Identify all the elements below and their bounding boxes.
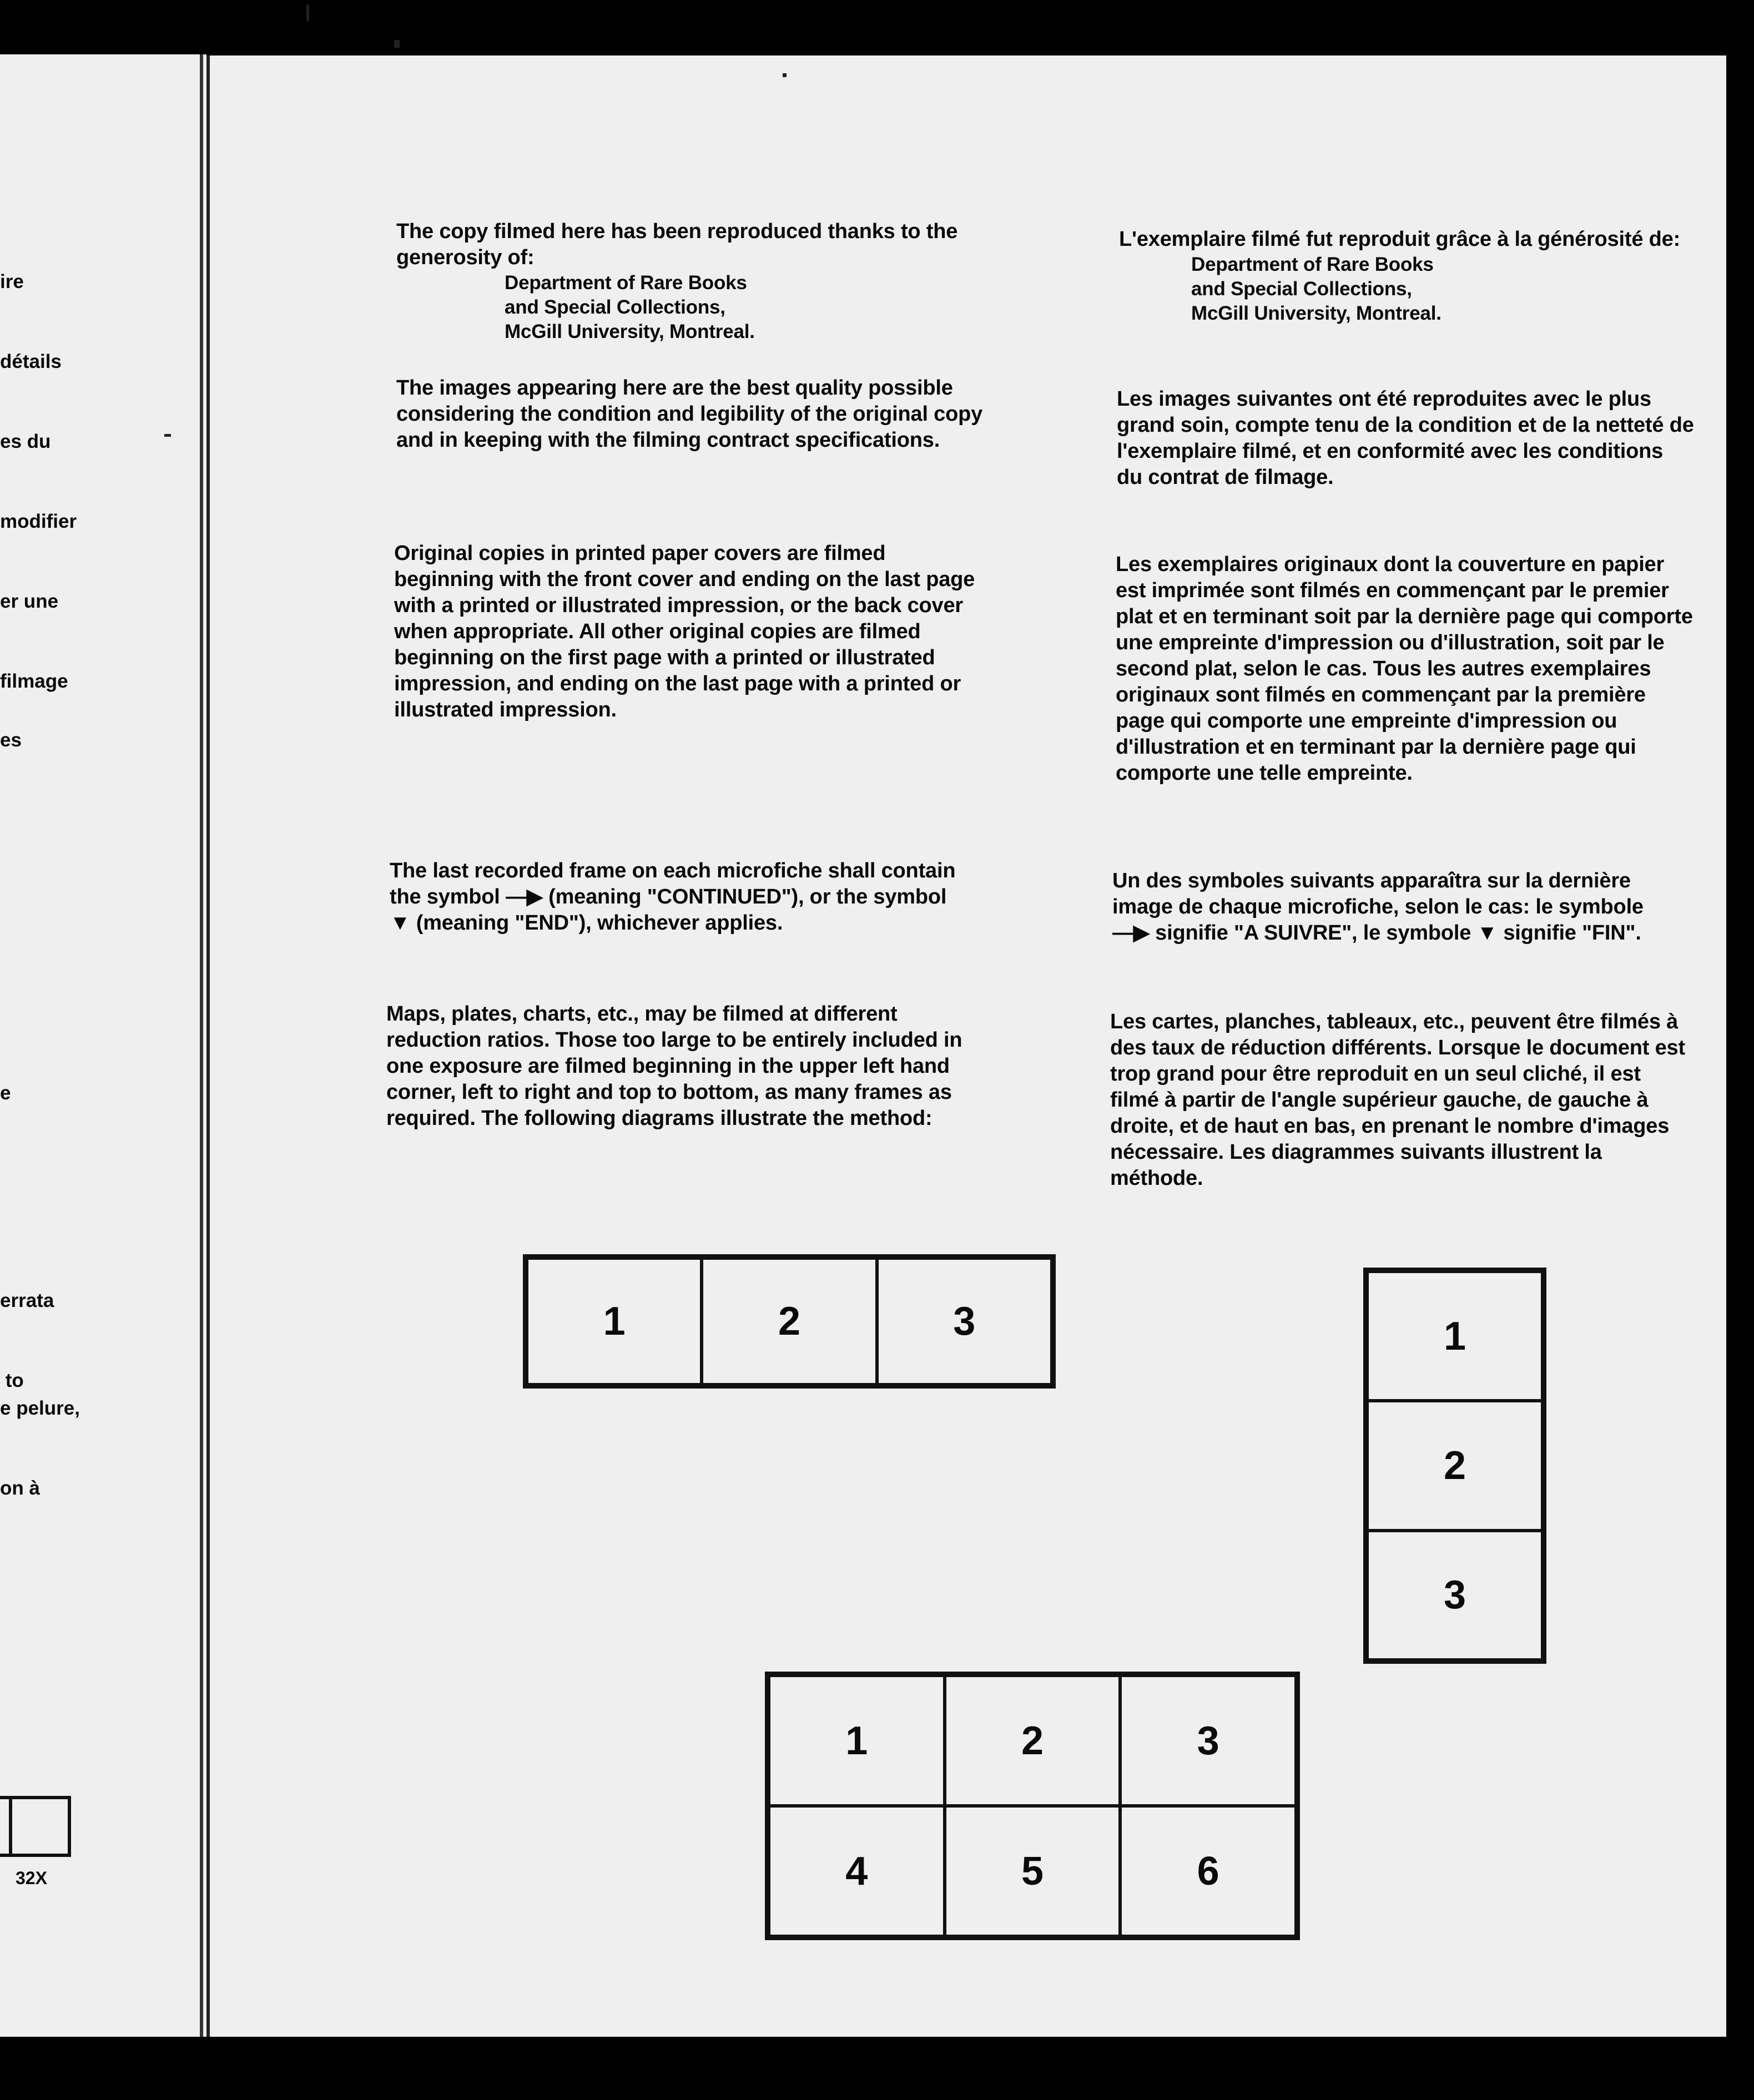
left-fragment-line: e pelure,: [0, 1397, 80, 1419]
diagram-grid: [765, 1672, 1300, 1940]
frame-cell: 1: [1367, 1271, 1543, 1401]
left-fragment-line: errata: [0, 1290, 54, 1311]
english-maps-paragraph: Maps, plates, charts, etc., may be filmed at different reduction ratios. Those too large to be entirely included in one exposure are filmed beginning in the upper left hand corner, left to right and top to bottom, as many frames as required. The following diagrams illustrate the method:: [386, 1002, 962, 1130]
credit-line: Department of Rare Books: [1191, 254, 1434, 275]
credit-line: McGill University, Montreal.: [1191, 302, 1441, 324]
english-original-paragraph: Original copies in printed paper covers are filmed beginning with the front cover and ending on the last page with a printed or illustrated impression, or the back cover when appropriate. All other original copies are filmed beginning on the first page with a printed or illustrated impression, and ending on the last page with a printed or illustrated impression.: [394, 542, 975, 721]
frame-cell: 3: [877, 1258, 1052, 1385]
english-symbol-paragraph: The last recorded frame on each microfiche shall contain the symbol —▶ (meaning "CONTINUED"), or the symbol ▼ (meaning "END"), whichever applies.: [390, 859, 956, 935]
frame-cell: 1: [769, 1675, 945, 1806]
scan-mark: [783, 73, 787, 77]
left-fragment-line: détails: [0, 351, 62, 372]
credit-line: Department of Rare Books: [505, 272, 747, 294]
left-fragment-line: filmage: [0, 670, 68, 692]
left-fragment-lines: [0, 1342, 80, 1528]
frame-cell: 5: [945, 1806, 1121, 1936]
frame-cell: 2: [945, 1675, 1121, 1806]
credit-line: and Special Collections,: [1191, 278, 1412, 300]
frame-cell: 6: [1120, 1806, 1296, 1936]
frame-cell: 3: [1367, 1531, 1543, 1660]
frame-cell: 3: [1120, 1675, 1296, 1806]
english-credit: [396, 219, 1001, 344]
left-fragment-line: es: [0, 729, 22, 751]
left-fragment-lines: [0, 215, 77, 721]
frame-cell: 2: [1367, 1401, 1543, 1530]
french-quality-paragraph: Les images suivantes ont été reproduites avec le plus grand soin, compte tenu de la condition et de la netteté de l'exemplaire filmé, et en conformité avec les conditions du contrat de filmage.: [1117, 387, 1694, 489]
scan-mark: [306, 4, 309, 21]
scan-mark: [394, 40, 400, 48]
left-fragment-line: er une: [0, 590, 59, 612]
credit-line: McGill University, Montreal.: [505, 321, 755, 342]
left-fragment-line: ire: [0, 271, 24, 292]
english-quality-paragraph: The images appearing here are the best quality possible considering the condition and legibility of the original copy and in keeping with the filming contract specifications.: [396, 376, 983, 452]
credit-line: and Special Collections,: [505, 296, 725, 318]
scan-mark: [164, 434, 171, 437]
right-edge: [1726, 55, 1754, 2037]
french-credit: [1119, 226, 1707, 326]
credit-intro: The copy filmed here has been reproduced thanks to the generosity of:: [396, 220, 958, 269]
diagram-vertical: [1363, 1268, 1546, 1664]
left-fragment-line: e: [0, 1082, 11, 1104]
french-original-paragraph: Les exemplaires originaux dont la couverture en papier est imprimée sont filmés en commençant par le premier plat et en terminant soit par la dernière page qui comporte une empreinte d'impression ou d'illustration, soit par le second plat, selon le cas. Tous les autres exemplaires originaux sont filmés en commençant par la première page qui comporte une empreinte d'impression ou d'illustration et en terminant par la dernière page qui comporte une telle empreinte.: [1116, 553, 1693, 785]
left-fragment-line: on à: [0, 1477, 40, 1499]
left-fragment-line: es du: [0, 431, 51, 452]
reduction-label: 32X: [16, 1868, 47, 1888]
frame-cell: 1: [527, 1258, 702, 1385]
frame-cell: 4: [769, 1806, 945, 1936]
left-fragment-line: modifier: [0, 511, 77, 532]
credit-intro: L'exemplaire filmé fut reproduit grâce à la générosité de:: [1119, 228, 1681, 251]
reduction-scale-box: [0, 1796, 71, 1857]
diagram-horizontal: [523, 1254, 1056, 1389]
frame-cell: 2: [702, 1258, 876, 1385]
scale-divider: [9, 1799, 12, 1854]
left-fragment-line: to: [0, 1370, 24, 1391]
page-fold: [200, 54, 203, 2037]
french-maps-paragraph: Les cartes, planches, tableaux, etc., peuvent être filmés à des taux de réduction différents. Lorsque le document est trop grand pour être reproduit en un seul cliché, il est filmé à partir de l'angle supérieur gauche, de gauche à droite, et de haut en bas, en prenant le nombre d'images nécessaire. Les diagrammes suivants illustrent la méthode.: [1110, 1010, 1685, 1190]
french-symbol-paragraph: Un des symboles suivants apparaîtra sur la dernière image de chaque microfiche, selon le cas: le symbole —▶ signifie "A SUIVRE", le symbole ▼ signifie "FIN".: [1112, 869, 1644, 945]
